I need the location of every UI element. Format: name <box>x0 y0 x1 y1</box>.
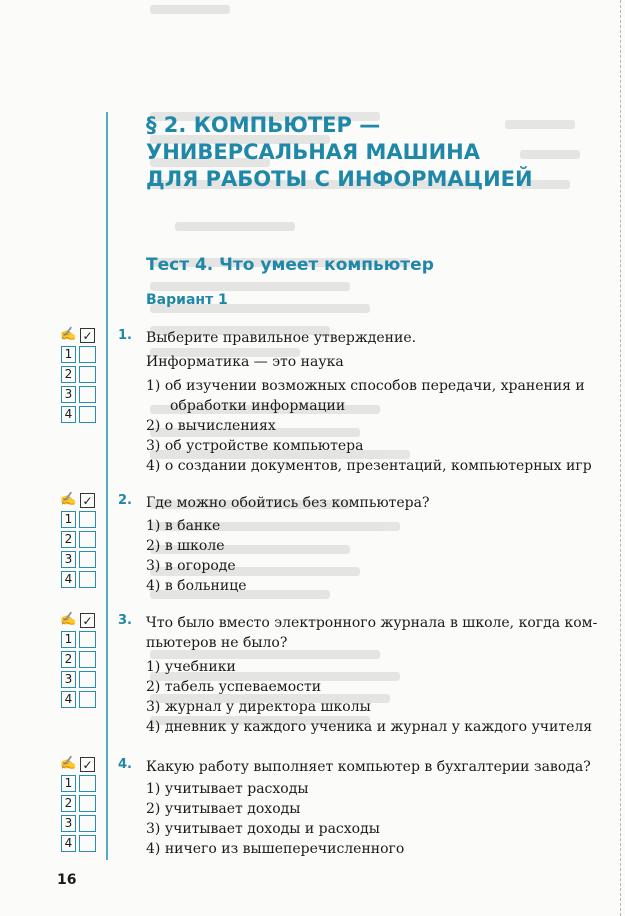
option-text-continued: обработки информации <box>170 398 346 414</box>
answer-checkbox[interactable] <box>79 795 96 812</box>
option-item <box>146 697 596 717</box>
chapter-title <box>146 112 566 193</box>
question-text <box>146 757 591 777</box>
answer-row[interactable] <box>60 550 100 570</box>
option-item <box>146 576 596 596</box>
test-title: Тест 4. Что умеет компьютер <box>146 255 434 275</box>
option-item <box>146 657 596 677</box>
option-item <box>146 717 596 737</box>
page-edge-dashed-line <box>620 0 621 916</box>
answer-checkbox[interactable] <box>79 531 96 548</box>
option-item <box>146 779 596 799</box>
answer-number: 4 <box>61 835 76 852</box>
option-text: учитывает доходы <box>164 801 301 817</box>
answer-grid <box>60 328 100 425</box>
answer-checkbox[interactable] <box>79 346 96 363</box>
options-list <box>146 376 596 476</box>
options-list <box>146 657 596 737</box>
answer-checkbox[interactable] <box>79 366 96 383</box>
option-number: 1) <box>146 659 161 675</box>
option-text: ничего из вышеперечисленного <box>164 841 405 857</box>
option-number: 1) <box>146 518 161 534</box>
check-icon: ✓ <box>80 757 95 772</box>
check-icon: ✓ <box>80 493 95 508</box>
answer-checkbox[interactable] <box>79 775 96 792</box>
question-number: 2. <box>118 493 132 508</box>
option-number: 4) <box>146 719 161 735</box>
answer-grid <box>60 613 100 710</box>
option-item <box>146 416 596 436</box>
answer-row[interactable] <box>60 774 100 794</box>
option-number: 3) <box>146 558 161 574</box>
page-number: 16 <box>57 872 77 888</box>
answer-row[interactable] <box>60 690 100 710</box>
answer-number: 4 <box>61 406 76 423</box>
chapter-title-line: § 2. КОМПЬЮТЕР — <box>146 113 381 137</box>
option-item <box>146 516 596 536</box>
option-number: 2) <box>146 418 161 434</box>
option-text: дневник у каждого ученика и журнал у каждого учителя <box>164 719 593 735</box>
option-number: 4) <box>146 578 161 594</box>
answer-checkbox[interactable] <box>79 835 96 852</box>
answer-row[interactable] <box>60 510 100 530</box>
answer-number: 2 <box>61 795 76 812</box>
answer-row[interactable] <box>60 405 100 425</box>
answer-row[interactable] <box>60 385 100 405</box>
pen-icon: ✍ <box>60 612 77 627</box>
answer-grid-header <box>60 493 100 510</box>
option-item <box>146 677 596 697</box>
answer-row[interactable] <box>60 794 100 814</box>
answer-number: 3 <box>61 386 76 403</box>
variant-title: Вариант 1 <box>146 292 228 308</box>
option-number: 1) <box>146 378 161 394</box>
option-number: 3) <box>146 699 161 715</box>
option-number: 2) <box>146 679 161 695</box>
question-number: 4. <box>118 757 132 772</box>
answer-number: 3 <box>61 551 76 568</box>
question-text-line: пьютеров не было? <box>146 635 288 651</box>
answer-checkbox[interactable] <box>79 631 96 648</box>
answer-number: 1 <box>61 631 76 648</box>
question-number: 3. <box>118 613 132 628</box>
answer-row[interactable] <box>60 345 100 365</box>
answer-checkbox[interactable] <box>79 815 96 832</box>
answer-number: 2 <box>61 651 76 668</box>
option-text: о создании документов, презентаций, компьютерных игр <box>164 458 592 474</box>
options-list <box>146 779 596 859</box>
answer-grid <box>60 757 100 854</box>
answer-row[interactable] <box>60 570 100 590</box>
chapter-title-line: УНИВЕРСАЛЬНАЯ МАШИНА <box>146 140 481 164</box>
answer-checkbox[interactable] <box>79 406 96 423</box>
question-text-line: Что было вместо электронного журнала в школе, когда ком- <box>146 615 598 631</box>
question-subtext: Информатика — это наука <box>146 354 344 370</box>
option-number: 3) <box>146 438 161 454</box>
answer-row[interactable] <box>60 670 100 690</box>
answer-checkbox[interactable] <box>79 691 96 708</box>
answer-number: 3 <box>61 671 76 688</box>
option-text: о вычислениях <box>164 418 276 434</box>
option-text: в огороде <box>164 558 236 574</box>
answer-number: 3 <box>61 815 76 832</box>
option-item <box>146 799 596 819</box>
option-number: 4) <box>146 458 161 474</box>
option-item <box>146 839 596 859</box>
answer-row[interactable] <box>60 630 100 650</box>
chapter-title-line: ДЛЯ РАБОТЫ С ИНФОРМАЦИЕЙ <box>146 167 533 191</box>
answer-grid-header <box>60 328 100 345</box>
question-text-line: Где можно обойтись без компьютера? <box>146 495 430 511</box>
option-number: 3) <box>146 821 161 837</box>
answer-checkbox[interactable] <box>79 571 96 588</box>
answer-number: 1 <box>61 775 76 792</box>
option-text: учитывает расходы <box>164 781 309 797</box>
option-item <box>146 536 596 556</box>
answer-number: 1 <box>61 346 76 363</box>
option-item <box>146 436 596 456</box>
answer-checkbox[interactable] <box>79 551 96 568</box>
question-text <box>146 613 598 653</box>
answer-checkbox[interactable] <box>79 671 96 688</box>
option-text: в школе <box>164 538 225 554</box>
answer-checkbox[interactable] <box>79 386 96 403</box>
question-text-line: Какую работу выполняет компьютер в бухгалтерии завода? <box>146 759 591 775</box>
option-text: учитывает доходы и расходы <box>164 821 380 837</box>
pen-icon: ✍ <box>60 492 77 507</box>
option-text: в больнице <box>164 578 247 594</box>
answer-number: 4 <box>61 571 76 588</box>
option-text: табель успеваемости <box>164 679 322 695</box>
answer-number: 2 <box>61 531 76 548</box>
pen-icon: ✍ <box>60 756 77 771</box>
answer-row[interactable] <box>60 530 100 550</box>
answer-row[interactable] <box>60 650 100 670</box>
option-text: учебники <box>164 659 236 675</box>
question-text <box>146 328 591 372</box>
answer-row[interactable] <box>60 365 100 385</box>
option-text: об изучении возможных способов передачи, хранения и <box>164 378 585 394</box>
option-item <box>146 376 596 416</box>
answer-row[interactable] <box>60 814 100 834</box>
answer-checkbox[interactable] <box>79 511 96 528</box>
answer-number: 1 <box>61 511 76 528</box>
option-number: 2) <box>146 538 161 554</box>
pen-icon: ✍ <box>60 327 77 342</box>
answer-checkbox[interactable] <box>79 651 96 668</box>
answer-number: 2 <box>61 366 76 383</box>
answer-grid-header <box>60 613 100 630</box>
option-number: 2) <box>146 801 161 817</box>
option-item <box>146 556 596 576</box>
option-text: об устройстве компьютера <box>164 438 364 454</box>
check-icon: ✓ <box>80 328 95 343</box>
question-number: 1. <box>118 328 132 343</box>
option-text: в банке <box>164 518 221 534</box>
answer-number: 4 <box>61 691 76 708</box>
option-item <box>146 456 596 476</box>
check-icon: ✓ <box>80 613 95 628</box>
option-item <box>146 819 596 839</box>
option-number: 4) <box>146 841 161 857</box>
options-list <box>146 516 596 596</box>
answer-row[interactable] <box>60 834 100 854</box>
question-text <box>146 493 591 513</box>
answer-grid-header <box>60 757 100 774</box>
option-number: 1) <box>146 781 161 797</box>
question-text-line: Выберите правильное утверждение. <box>146 330 417 346</box>
answer-grid <box>60 493 100 590</box>
option-text: журнал у директора школы <box>164 699 371 715</box>
margin-rule <box>106 112 108 860</box>
